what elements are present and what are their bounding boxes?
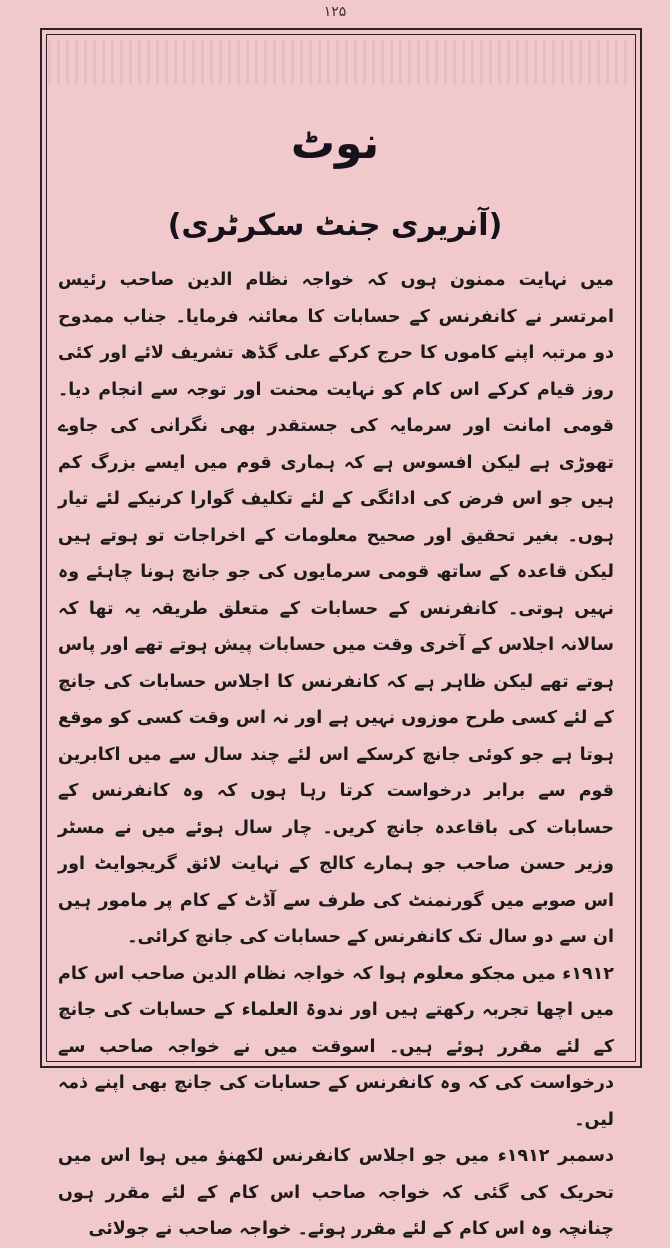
paragraph: ۱۹۱۲ء میں مجکو معلوم ہوا کہ خواجہ نظام الدین صاحب اس کام میں اچھا تجربہ رکھتے ہیں اور ندوۃ العلماء کے حسابات کی جانچ کے لئے مقرر ہوئے ہیں۔ اسوقت میں نے خواجہ صاحب سے درخواست کی کہ وہ کانفرنس کے حسابات کی جانچ بھی اپنے ذمہ لیں۔ (58, 963, 614, 1130)
page-subtitle: (آنریری جنٹ سکرٹری) (167, 208, 503, 243)
page-title: نوٹ (290, 118, 380, 169)
paragraph: میں نہایت ممنون ہوں کہ خواجہ نظام الدین صاحب رئیس امرتسر نے کانفرنس کے حسابات کا معائنہ فرمایا۔ جناب ممدوح دو مرتبہ اپنے کاموں کا حرج کرکے علی گڈھ تشریف لائے اور کئی روز قیام کرکے اس کام کو نہایت محنت اور توجہ سے انجام دیا۔ قومی امانت اور سرمایہ کی جستقدر بھی نگرانی کی جاوے تھوڑی ہے لیکن افسوس ہے کہ ہماری قوم میں ایسے بزرگ کم ہیں جو اس فرض کی ادائگی کے لئے تکلیف گوارا کرنیکے لئے تیار ہوں۔ بغیر تحقیق اور صحیح معلومات کے اخراجات تو ہوتے ہیں لیکن قاعدہ کے ساتھ قومی سرمایوں کی جو جانچ ہونا چاہئے وہ نہیں ہوتی۔ کانفرنس کے حسابات کے متعلق طریقہ یہ تھا کہ سالانہ اجلاس کے آخری وقت میں حسابات پیش ہوتے تھے اور پاس ہوتے تھے لیکن ظاہر ہے کہ کانفرنس کا اجلاس حسابات کی جانچ کے لئے کسی طرح موزوں نہیں ہے اور نہ اس وقت کسی کو موقع ہوتا ہے جو کوئی جانچ کرسکے اس لئے چند سال سے میں اکابرین قوم سے برابر درخواست کرتا رہا ہوں کہ وہ کانفرنس کے حسابات کی باقاعدہ جانچ کریں۔ چار سال ہوئے میں نے مسٹر وزیر حسن صاحب جو ہمارے کالج کے نہایت لائق گریجوایٹ اور اس صوبے میں گورنمنٹ کی طرف سے آڈٹ کے کام پر مامور ہیں ان سے دو سال تک کانفرنس کے حسابات کی جانچ کرائی۔ (58, 270, 614, 947)
faded-header-strip (48, 40, 634, 84)
page-number: ۱۲۵ (323, 4, 347, 20)
body-text (58, 262, 614, 1248)
paragraph: دسمبر ۱۹۱۲ء میں جو اجلاس کانفرنس لکھنؤ میں ہوا اس میں تحریک کی گئی کہ خواجہ صاحب اس کام کے لئے مقرر ہوں چنانچہ وہ اس کام کے لئے مقرر ہوئے۔ خواجہ صاحب نے جولائی (58, 1146, 614, 1239)
